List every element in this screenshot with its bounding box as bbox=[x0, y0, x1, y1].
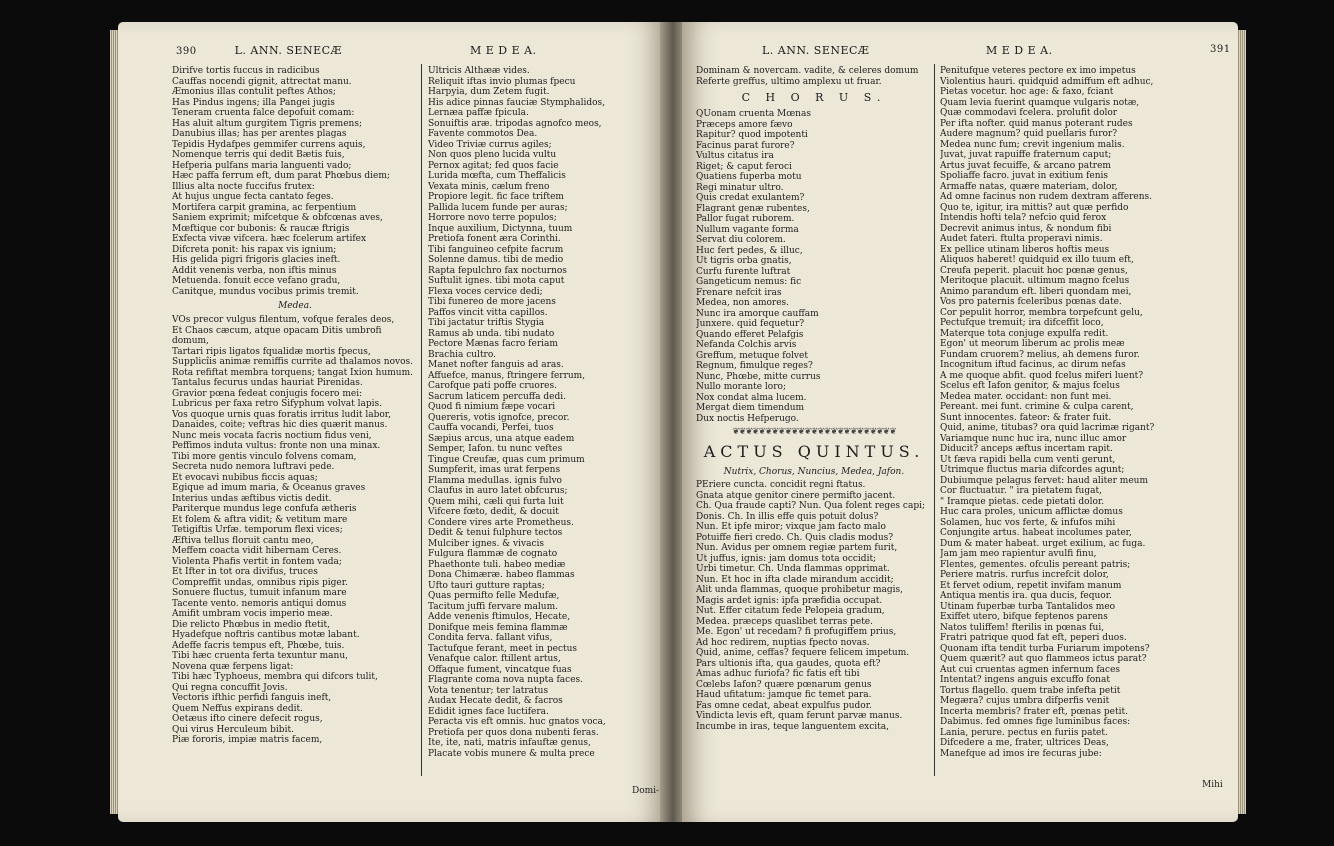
text-line: Harpyia, dum Zetem fugit. bbox=[428, 87, 550, 97]
text-line: Vectoris ifthic perfidi fanguis ineft, bbox=[172, 693, 332, 703]
text-line: Novena quæ ferpens ligat: bbox=[172, 661, 294, 672]
text-line: Affuefce, manus, ftringere ferrum, bbox=[428, 370, 586, 381]
left-page-header bbox=[176, 44, 342, 57]
text-line: Vos quoque urnis quas foratis irritus ludit labor, bbox=[172, 409, 391, 420]
text-line: Gravior pœna fedeat conjugis focero mei: bbox=[172, 388, 363, 399]
text-line: Hyadefque noftris cantibus motæ labant. bbox=[172, 630, 360, 640]
text-line: PEriere cuncta. concidit regni ftatus. bbox=[696, 480, 866, 490]
text-line: Secreta nudo nemora luftravi pede. bbox=[172, 462, 335, 472]
text-line: His gelida pigri frigoris glacies ineft. bbox=[172, 255, 341, 265]
text-line: Amas adhuc furiofa? fic fatis eft tibi bbox=[696, 669, 860, 679]
text-line: Quas permifto felle Medufæ, bbox=[428, 591, 560, 601]
text-line: Offaque fument, vincatque fuas bbox=[428, 664, 572, 675]
text-line: Pallor fugat ruborem. bbox=[696, 214, 795, 224]
text-line: Semper, Iafon. tu nunc veftes bbox=[428, 444, 563, 454]
text-line: Dum & mater habeat. urget exilium, ac fuga. bbox=[940, 538, 1146, 549]
text-line: Cor fluctuatur. " ira pietatem fugat, bbox=[940, 486, 1102, 496]
text-line: Quonam ifta tendit turba Furiarum impotens? bbox=[940, 643, 1150, 654]
text-line: Urbi timetur. Ch. Unda flammas opprimat. bbox=[696, 564, 890, 574]
text-line: Peffimos induta vultus: fronte non una minax. bbox=[172, 441, 381, 451]
text-line: Quæ commodavi fcelera. prolufit dolor bbox=[940, 108, 1118, 118]
running-head-author: L. ANN. SENECÆ bbox=[762, 44, 870, 57]
text-line: Pallida lucem funde per auras; bbox=[428, 202, 568, 213]
text-line: Ufto tauri gutture raptas; bbox=[428, 580, 545, 591]
text-line: Greffum, metuque folvet bbox=[696, 350, 808, 361]
text-line: Hæc paffa ferrum eft, dum parat Phœbus diem; bbox=[172, 171, 390, 181]
text-line: Fratri patrique quod fat eft, peperi duos. bbox=[940, 633, 1127, 643]
text-line: Cauffas nocendi gignit, attrectat manu. bbox=[172, 76, 352, 87]
text-line: Mulciber ignes. & vivacis bbox=[428, 538, 544, 549]
text-line: Cœlebs Iafon? quære pœnarum genus bbox=[696, 679, 872, 690]
text-line: Edidit ignes face luctifera. bbox=[428, 706, 549, 717]
text-line: Pars ultionis ifta, qua gaudes, quota eft? bbox=[696, 658, 881, 669]
text-line: Ut fæva rapidi bella cum venti gerunt, bbox=[940, 454, 1116, 465]
text-line: Dona Chimæræ. habeo flammas bbox=[428, 570, 575, 580]
text-line: Et folem & aftra vidit; & vetitum mare bbox=[172, 514, 348, 525]
text-line: Magis ardet ignis: ipfa præfidia occupat. bbox=[696, 595, 883, 606]
text-line: Pariterque mundus lege confufa ætheris bbox=[172, 504, 357, 514]
text-line: Incumbe in iras, teque languentem excita, bbox=[696, 721, 890, 732]
text-line: Meritoque placuit. ultimum magno fcelus bbox=[940, 276, 1130, 286]
text-line: Ramus ab unda. tibi nudato bbox=[428, 328, 555, 339]
text-line: Flentes, gementes. ofculis pereant patris; bbox=[940, 559, 1131, 570]
text-line: Illius alta nocte fuccifus frutex: bbox=[172, 181, 315, 192]
text-line: Intentat? ingens anguis excuffo fonat bbox=[940, 675, 1110, 685]
text-line: Nox condat alma lucem. bbox=[696, 392, 807, 403]
text-line: Pietas vocetur. hoc age: & faxo, fciant bbox=[940, 87, 1114, 97]
text-line: Gnata atque genitor cinere permifto jacent. bbox=[696, 490, 896, 501]
text-line: Nunc meis vocata facris noctium fidus veni, bbox=[172, 430, 372, 441]
text-line: Sumpferit, imas urat ferpens bbox=[428, 465, 561, 475]
speaker-heading: Medea. bbox=[278, 301, 312, 311]
text-line: Conjungite artus. habeat incolumes pater, bbox=[940, 528, 1132, 538]
text-line: Utrimque fluctus maria difcordes agunt; bbox=[940, 465, 1125, 475]
text-line: Et evocavi nubibus ficcis aquas; bbox=[172, 472, 318, 483]
text-line: Meffem coacta vidit hibernam Ceres. bbox=[172, 546, 342, 556]
text-line: Pereant. mei funt. crimine & culpa carent, bbox=[940, 402, 1134, 412]
text-line: Tingue Creufæ, quas cum primum bbox=[428, 454, 585, 465]
text-line: Nun. Et hoc in ifta clade mirandum accidit; bbox=[696, 574, 894, 585]
text-line: Tibi hæc Typhoeus, membra qui difcors tulit, bbox=[172, 672, 378, 682]
text-line: Violenta Phafis vertit in fontem vada; bbox=[172, 556, 342, 567]
text-line: Flexa voces cervice dedi; bbox=[428, 286, 543, 297]
text-line: Quereris, votis ignofce, precor. bbox=[428, 412, 570, 423]
text-line: Rapta fepulchro fax nocturnos bbox=[428, 265, 567, 276]
text-line: Donifque meis femina flammæ bbox=[428, 622, 568, 633]
text-line: Teneram cruenta falce depofuit comam: bbox=[172, 108, 355, 118]
text-line: Danaides, coite; veftras hic dies quærit manus. bbox=[172, 420, 388, 430]
text-line: Dubiumque pelagus fervet: haud aliter meum bbox=[940, 475, 1148, 486]
text-line: Artus juvat fecuiffe, & arcano patrem bbox=[940, 160, 1111, 171]
text-line: Compreffit undas, omnibus ripis piger. bbox=[172, 577, 348, 588]
text-line: Suftulit ignes. tibi mota caput bbox=[428, 276, 565, 286]
text-line: Vos pro paternis fceleribus pœnas date. bbox=[940, 297, 1122, 307]
text-line: Nullum vagante forma bbox=[696, 224, 799, 235]
text-line: Per ifta nofter. quid manus poterant rudes bbox=[940, 118, 1133, 129]
text-line: Saniem exprimit; mifcetque & obfcœnas aves, bbox=[172, 213, 383, 223]
text-line: Quo te, igitur, ira mittis? aut quæ perfido bbox=[940, 202, 1129, 213]
text-line: Solamen, huc vos ferte, & infufos mihi bbox=[940, 517, 1116, 528]
text-line: Condere vires arte Prometheus. bbox=[428, 517, 574, 528]
text-line: Junxere. quid fequetur? bbox=[696, 319, 805, 329]
text-line: Propiore legit. fic face triftem bbox=[428, 192, 564, 202]
text-line: Frenare nefcit iras bbox=[696, 287, 782, 298]
text-line: Ex pellice utinam liberos hoftis meus bbox=[940, 244, 1110, 255]
text-line: Tibi hæc cruenta ferta texuntur manu, bbox=[172, 651, 348, 661]
text-line: Difcedere a me, frater, ultrices Deas, bbox=[940, 738, 1109, 748]
text-line: Exiffet utero, bifque feptenos parens bbox=[940, 612, 1108, 622]
text-line: Pretiofa fonent æra Corinthi. bbox=[428, 234, 561, 244]
text-line: Vindicta levis eft, quam ferunt parvæ manus. bbox=[696, 711, 903, 721]
text-line: Mergat diem timendum bbox=[696, 403, 805, 413]
text-line: Qui virus Herculeum bibit. bbox=[172, 724, 294, 735]
text-line: Periere matris. rurfus increfcit dolor, bbox=[940, 570, 1109, 580]
text-line: Interius undas æftibus victis dedit. bbox=[172, 493, 332, 504]
text-line: Has aluit altum gurgitem Tigris premens; bbox=[172, 118, 362, 129]
text-line: A me quoque abfit. quod fcelus miferi luent? bbox=[940, 370, 1144, 381]
text-line: Oetæus ifto cinere defecit rogus, bbox=[172, 714, 323, 724]
text-line: Decrevit animus intus, & nondum fibi bbox=[940, 223, 1112, 234]
text-line: Tibi jactatur triftis Stygia bbox=[428, 318, 545, 328]
text-line: Spoliaffe facro. juvat in exitium fenis bbox=[940, 171, 1109, 181]
page-number: 390 bbox=[176, 46, 197, 57]
right-page bbox=[682, 22, 1238, 822]
text-line: Natos tuliffem! fterilis in pœnas fui, bbox=[940, 622, 1105, 633]
text-line: Audet fateri. ftulta properavi nimis. bbox=[940, 234, 1103, 244]
text-line: Claufus in auro latet obfcurus; bbox=[428, 486, 568, 496]
text-line: Incognitum iftud facinus, ac dirum nefas bbox=[940, 360, 1126, 370]
text-line: Vultus citatus ira bbox=[696, 151, 774, 161]
text-line: Cor pepulit horror, membra torpefcunt gelu, bbox=[940, 307, 1143, 318]
text-line: domum, bbox=[172, 336, 209, 346]
text-line: Rota refiftat membra torquens; tangat Ixion humum. bbox=[172, 367, 413, 378]
right-page-edges bbox=[1237, 30, 1246, 814]
text-line: Manet nofter fanguis ad aras. bbox=[428, 360, 564, 370]
text-line: Tortus flagello. quem trabe infefta petit bbox=[940, 685, 1121, 696]
text-line: Manefque ad imos ire fecuras jube: bbox=[940, 748, 1102, 759]
text-line: Lurida mœfta, cum Theffalicis bbox=[428, 171, 566, 181]
text-line: Variamque nunc huc ira, nunc illuc amor bbox=[940, 433, 1127, 444]
text-line: Mortifera carpit gramina, ac ferpentium bbox=[172, 202, 357, 213]
text-line: Supplicîis animæ remiffis currite ad thalamos novos. bbox=[172, 357, 413, 367]
text-line: Tacitum juffi fervare malum. bbox=[428, 601, 558, 612]
text-line: Et Chaos cæcum, atque opacam Ditis umbrofi bbox=[172, 325, 382, 336]
text-line: Incerta membris? frater eft, pœnas petit. bbox=[940, 706, 1128, 717]
text-line: Referte greffus, ultimo amplexu ut fruar. bbox=[696, 76, 882, 87]
text-line: Aliquos haberet! quidquid ex illo tuum eft, bbox=[940, 255, 1134, 265]
text-line: Tetigiftis Urfæ. temporum flexi vices; bbox=[172, 525, 343, 535]
text-line: Exfecta vivæ vifcera. hæc fcelerum artifex bbox=[172, 234, 367, 244]
text-line: Alit unda flammas, quoque prohibetur magis, bbox=[696, 585, 904, 595]
text-line: Peracta vis eft omnis. huc gnatos voca, bbox=[428, 717, 606, 727]
text-line: Pectufque tremuit; ira difceffit loco, bbox=[940, 318, 1104, 328]
right-column-1 bbox=[696, 66, 932, 732]
text-line: Quis credat exulantem? bbox=[696, 193, 805, 203]
text-line: Egique ad imum maria, & Oceanus graves bbox=[172, 483, 366, 493]
text-line: Regnum, fimulque reges? bbox=[696, 361, 813, 371]
text-line: Non quos pleno lucida vultu bbox=[428, 150, 557, 160]
text-line: Difcreta ponit: his rapax vis ignium; bbox=[172, 244, 337, 255]
text-line: Nunc ira amorque cauffam bbox=[696, 308, 819, 319]
text-line: Mœftique cor bubonis: & raucæ ftrigis bbox=[172, 223, 350, 234]
text-line: Nun. Avidus per omnem regiæ partem furit, bbox=[696, 543, 898, 553]
text-line: Medea. præceps quaslibet terras pete. bbox=[696, 616, 873, 627]
text-line: Metuenda. fonuit ecce vefano gradu, bbox=[172, 276, 341, 286]
catchword: Domi- bbox=[632, 786, 660, 796]
text-line: Æftiva tellus floruit cantu meo, bbox=[172, 535, 314, 546]
text-line: Vexata minis, cælum freno bbox=[428, 181, 550, 192]
text-line: Tepidis Hydafpes gemmifer currens aquis, bbox=[172, 139, 366, 150]
text-line: Diducit? anceps æftus incertam rapit. bbox=[940, 444, 1113, 454]
text-line: Video Triviæ currus agiles; bbox=[428, 139, 552, 150]
text-line: Horrore novo terre populos; bbox=[428, 213, 557, 223]
text-line: Pectore Mænas facro feriam bbox=[428, 339, 558, 349]
text-line: Servat diu colorem. bbox=[696, 235, 786, 245]
text-line: Tartari ripis ligatos fqualidæ mortis fpecus, bbox=[172, 346, 371, 357]
text-line: Æmonius illas contulit peftes Athos; bbox=[172, 87, 336, 97]
text-line: Inque auxilium, Dictynna, tuum bbox=[428, 223, 573, 234]
text-line: Quem mihi, cæli qui furta luit bbox=[428, 496, 564, 507]
text-line: Rapitur? quod impotenti bbox=[696, 130, 808, 140]
text-line: Facinus parat furore? bbox=[696, 140, 795, 151]
text-line: Aut cui cruentas agmen infernum faces bbox=[940, 664, 1121, 675]
text-line: Dabimus. fed omnes fige luminibus faces: bbox=[940, 717, 1131, 727]
catchword: Mihi bbox=[1202, 780, 1223, 790]
text-line: Cauffa vocandi, Perfei, tuos bbox=[428, 423, 554, 433]
text-line: Nullo morante loro; bbox=[696, 382, 786, 392]
text-line: Medea, non amores. bbox=[696, 298, 790, 308]
text-line: Piæ fororis, impiæ matris facem, bbox=[172, 735, 323, 745]
left-page bbox=[118, 22, 664, 822]
ornament-band: ❦❦❦❦❦❦❦❦❦❦❦❦❦❦❦❦❦❦❦❦❦❦❦❦❦ bbox=[732, 427, 896, 437]
text-line: At hujus ungue fecta cantato feges. bbox=[172, 192, 334, 202]
text-line: Sunt innocentes. fateor: & frater fuit. bbox=[940, 412, 1112, 423]
text-line: QUonam cruenta Mœnas bbox=[696, 109, 811, 119]
text-line: Materque tota conjuge expulfa redit. bbox=[940, 328, 1109, 339]
text-line: VOs precor vulgus filentum, vofque ferales deos, bbox=[172, 315, 395, 325]
running-head-author: L. ANN. SENECÆ bbox=[234, 44, 343, 57]
text-line: Ad hoc redirem, nuptias fpecto novas. bbox=[696, 637, 870, 648]
text-line: Phaethonte tuli. habeo mediæ bbox=[428, 559, 566, 570]
text-line: Favente commotos Dea. bbox=[428, 129, 538, 139]
text-line: Violentius hauri. quidquid admiffum eft adhuc, bbox=[940, 76, 1154, 87]
text-line: Ultricis Althææ vides. bbox=[428, 66, 530, 76]
text-line: Jam jam meo rapientur avulfi finu, bbox=[940, 549, 1097, 559]
text-line: Quem quærit? aut quo flammeos ictus parat? bbox=[940, 654, 1147, 664]
text-line: Nomenque terris qui dedit Bætis fuis, bbox=[172, 150, 345, 160]
text-line: Ite, ite, nati, matris infauftæ genus, bbox=[428, 738, 591, 748]
text-line: Juvat, juvat rapuiffe fraternum caput; bbox=[940, 150, 1112, 160]
text-line: Flagrante coma nova nupta faces. bbox=[428, 675, 584, 685]
text-line: Et Ifter in tot ora divifus, truces bbox=[172, 567, 318, 577]
text-line: Gangeticum nemus: fic bbox=[696, 277, 802, 287]
text-line: Pernox agitat; fed quos facie bbox=[428, 160, 559, 171]
column-rule bbox=[934, 64, 935, 776]
text-line: Vifcere fœto, dedit, & docuit bbox=[428, 507, 559, 517]
text-line: Quam levia fuerint quamque vulgaris notæ, bbox=[940, 97, 1140, 108]
text-line: Nun. Et ipfe miror; vixque jam facto malo bbox=[696, 522, 886, 532]
text-line: Fundam cruorem? melius, ah demens furor. bbox=[940, 349, 1140, 360]
text-line: Penitufque veteres pectore ex imo impetus bbox=[940, 66, 1136, 76]
text-line: Huc cara proles, unicum afflictæ domus bbox=[940, 507, 1123, 517]
text-line: Sonuere fluctus, tumuit infanum mare bbox=[172, 588, 347, 598]
text-line: Lubricus per faxa retro Sifyphum volvat lapis. bbox=[172, 399, 382, 409]
running-head-title: M E D E A. bbox=[986, 44, 1053, 57]
text-line: " Iramque pietas. cede pietati dolor. bbox=[940, 496, 1105, 507]
text-line: Adeffe facris tempus eft, Phœbe, tuis. bbox=[172, 640, 345, 651]
text-line: Potuiffe fieri credo. Ch. Quis cladis modus? bbox=[696, 532, 894, 543]
text-line: Flagrant genæ rubentes, bbox=[696, 203, 810, 214]
text-line: Tantalus fecurus undas hauriat Pirenidas. bbox=[172, 378, 363, 388]
text-line: Quid, anime, ceffas? fequere felicem impetum. bbox=[696, 648, 910, 658]
text-line: Dirifve tortis fuccus in radicibus bbox=[172, 66, 320, 76]
text-line: Antiqua mentis ira. qua ducis, fequor. bbox=[940, 591, 1112, 601]
right-column-2 bbox=[940, 66, 1230, 759]
text-line: Adde venenis ftimulos, Hecate, bbox=[428, 612, 571, 622]
text-line: Dedit & tenui fulphure tectos bbox=[428, 528, 563, 538]
text-line: Addit venenis verba, non iftis minus bbox=[172, 265, 337, 276]
text-line: Quod fi nimium fæpe vocari bbox=[428, 402, 556, 412]
text-line: Creufa peperit. placuit hoc pœnæ genus, bbox=[940, 265, 1128, 276]
text-line: Danubius illas; has per arentes plagas bbox=[172, 129, 347, 139]
act-heading: ACTUS QUINTUS. bbox=[703, 442, 925, 461]
text-line: Et fervet odium, repetit invifam manum bbox=[940, 580, 1122, 591]
text-line: Condita ferva. fallant vifus, bbox=[428, 633, 553, 643]
text-line: Paffos vincit vitta capillos. bbox=[428, 307, 548, 318]
text-line: Vota tenentur; ter latratus bbox=[428, 685, 549, 696]
text-line: Fulgura flammæ de cognato bbox=[428, 549, 558, 559]
text-line: Reliquit iftas invio plumas fpecu bbox=[428, 76, 576, 87]
text-line: Nut. Effer citatum fede Pelopeia gradum, bbox=[696, 606, 885, 616]
text-line: Dux noctis Hefperugo. bbox=[696, 413, 799, 424]
text-line: Intendis hofti tela? nefcio quid ferox bbox=[940, 213, 1107, 223]
text-line: Quando efferet Pelafgis bbox=[696, 329, 804, 340]
text-line: Animo parandum eft. liberi quondam mei, bbox=[940, 286, 1132, 297]
text-line: Nunc, Phœbe, mitte currus bbox=[696, 371, 821, 382]
left-column-2 bbox=[428, 66, 660, 759]
text-line: Die relicto Phœbus in medio ftetit, bbox=[172, 619, 330, 630]
text-line: Ad omne facinus non rudem dextram afferens. bbox=[940, 192, 1153, 202]
text-line: Solenne damus. tibi de medio bbox=[428, 255, 564, 265]
text-line: Megæra? cujus umbra difperfis venit bbox=[940, 696, 1110, 706]
text-line: Placate vobis munere & multa prece bbox=[428, 748, 595, 759]
text-line: Egon' ut meorum liberum ac prolis meæ bbox=[940, 339, 1125, 349]
text-line: Lernæa paffæ fpicula. bbox=[428, 108, 529, 118]
text-line: His adice pinnas fauciæ Stymphalidos, bbox=[428, 97, 605, 108]
text-line: Sonuiftis aræ. tripodas agnofco meos, bbox=[428, 118, 602, 129]
text-line: Qui regna concuffit Jovis. bbox=[172, 682, 288, 693]
text-line: Dominam & novercam. vadite, & celeres domum bbox=[696, 66, 919, 76]
text-line: Scelus eft Iafon genitor, & majus fcelus bbox=[940, 381, 1120, 391]
text-line: Quem Neffus expirans dedit. bbox=[172, 703, 303, 714]
text-line: Pretiofa per quos dona nubenti feras. bbox=[428, 727, 599, 738]
text-line: Ut juffus, ignis: jam domus tota occidit; bbox=[696, 553, 877, 564]
text-line: Flamma medullas. ignis fulvo bbox=[428, 475, 562, 486]
text-line: Tactufque ferant, meet in pectus bbox=[428, 643, 578, 654]
text-line: Haud ufitatum: jamque fic temet para. bbox=[696, 690, 872, 700]
text-line: Medea nunc fum; crevit ingenium malis. bbox=[940, 139, 1125, 150]
text-line: Præceps amore fævo bbox=[696, 119, 793, 130]
text-line: Sæpius arcus, una atque eadem bbox=[428, 433, 575, 444]
text-line: Sacrum laticem percuffa dedi. bbox=[428, 391, 567, 402]
text-line: Tibi more gentis vinculo folvens comam, bbox=[172, 451, 357, 462]
text-line: Utinam fuperbæ turba Tantalidos meo bbox=[940, 601, 1116, 612]
text-line: Tibi funereo de more jacens bbox=[428, 297, 556, 307]
text-line: Riget; & caput feroci bbox=[696, 161, 792, 172]
text-line: Amifit umbram vocis imperio meæ. bbox=[172, 609, 333, 619]
text-line: Nefanda Colchis arvis bbox=[696, 340, 797, 350]
text-line: Tibi fanguineo cefpite facrum bbox=[428, 244, 564, 255]
chorus-heading: C H O R U S. bbox=[741, 91, 887, 104]
dramatis-personae: Nutrix, Chorus, Nuncius, Medea, Jafon. bbox=[723, 467, 905, 477]
text-line: Audax Hecate dedit, & facros bbox=[428, 696, 563, 706]
text-line: Ut tigris orba gnatis, bbox=[696, 256, 792, 266]
text-line: Canitque, mundus vocibus primis tremit. bbox=[172, 286, 359, 297]
text-line: Tacente vento. nemoris antiqui domus bbox=[172, 598, 347, 609]
text-line: Huc fert pedes, & illuc, bbox=[696, 245, 803, 256]
running-head-title: M E D E A. bbox=[470, 44, 537, 57]
text-line: Ch. Qua fraude capti? Nun. Qua folent reges capi; bbox=[696, 501, 925, 511]
text-line: Has Pindus ingens; illa Pangei jugis bbox=[172, 97, 335, 108]
text-line: Me. Egon' ut recedam? fi profugiffem prius, bbox=[696, 627, 897, 637]
text-line: Venafque calor. ftillent artus, bbox=[428, 654, 561, 664]
text-line: Regi minatur ultro. bbox=[696, 182, 784, 193]
text-line: Armaffe natas, quære materiam, dolor, bbox=[940, 181, 1118, 192]
text-line: Donis. Ch. In illis effe quis potuit dolus? bbox=[696, 511, 879, 522]
text-line: Hefperia pulfans maria languenti vado; bbox=[172, 160, 352, 171]
text-line: Curfu furente luftrat bbox=[696, 266, 791, 277]
text-line: Brachia cultro. bbox=[428, 349, 496, 360]
text-line: Lania, perure. pectus en furiis patet. bbox=[940, 727, 1108, 738]
page-number: 391 bbox=[1210, 44, 1231, 55]
left-column-1 bbox=[172, 66, 418, 746]
text-line: Quid, anime, titubas? ora quid lacrimæ rigant? bbox=[940, 423, 1155, 433]
text-line: Fas omne cedat, abeat expulfus pudor. bbox=[696, 700, 872, 711]
text-line: Carofque pati poffe cruores. bbox=[428, 381, 557, 391]
text-line: Medea mater. occidant: non funt mei. bbox=[940, 391, 1112, 402]
text-line: Audere magnum? quid puellaris furor? bbox=[940, 129, 1118, 139]
column-rule bbox=[421, 64, 422, 776]
text-line: Quatiens fuperba motu bbox=[696, 172, 802, 182]
